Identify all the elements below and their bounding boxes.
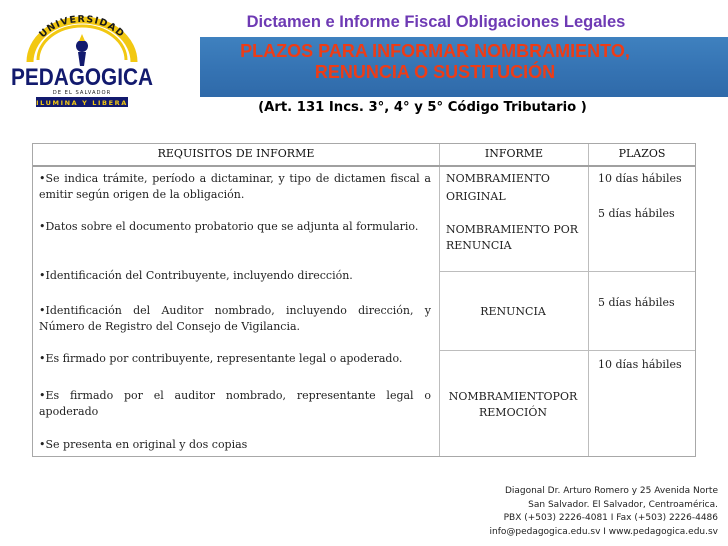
header-divider [33, 165, 695, 167]
logo-subtitle: DE EL SALVADOR [52, 90, 112, 96]
header-plazos: PLAZOS [618, 147, 666, 160]
legal-reference: (Art. 131 Incs. 3°, 4° y 5° Código Tributario ) [258, 100, 587, 115]
document-title: Dictamen e Informe Fiscal Obligaciones Legales [246, 13, 626, 31]
plazo-4: 10 días hábiles [598, 358, 682, 371]
footer-address: Diagonal Dr. Arturo Romero y 25 Avenida Norte [504, 486, 718, 496]
logo-wordmark: PEDAGOGICA [11, 64, 154, 91]
column-divider-2 [588, 144, 589, 456]
informe-nombramiento-renuncia: NOMBRAMIENTO POR RENUNCIA [446, 223, 579, 252]
banner-heading-line1: PLAZOS PARA INFORMAR NOMBRAMIENTO, [240, 41, 630, 61]
requisito-item-3: •Identificación del Contribuyente, incluyendo dirección. [39, 269, 353, 282]
header-requisitos: REQUISITOS DE INFORME [157, 147, 315, 160]
footer-contact: info@pedagogica.edu.sv I www.pedagogica.edu.sv [489, 526, 718, 537]
banner-heading-line2: RENUNCIA O SUSTITUCIÓN [314, 62, 556, 82]
header-informe: INFORME [484, 147, 544, 160]
informe-nombramiento-remocion: NOMBRAMIENTOPOR REMOCIÓN [448, 390, 578, 419]
requisito-item-1: •Se indica trámite, período a dictaminar, y tipo de dictamen fiscal a emitir según origen de la obligación. [39, 172, 431, 201]
footer-city: San Salvador. El Salvador, Centroamérica. [528, 499, 718, 510]
row-divider-2 [440, 350, 695, 351]
informe-original: ORIGINAL [446, 190, 506, 203]
university-logo [8, 10, 156, 110]
footer-phone: PBX (+503) 2226-4081 I Fax (+503) 2226-4486 [503, 513, 718, 523]
requisito-item-2: •Datos sobre el documento probatorio que se adjunta al formulario. [39, 220, 419, 233]
column-divider-1 [439, 144, 440, 456]
logo-arc-text: UNIVERSIDAD [37, 13, 127, 41]
banner-heading [200, 41, 670, 83]
plazo-2: 5 días hábiles [598, 207, 675, 220]
row-divider-1 [440, 271, 695, 272]
requisito-item-4: •Identificación del Auditor nombrado, incluyendo dirección, y Número de Registro del Consejo de Vigilancia. [39, 304, 431, 333]
informe-nombramiento: NOMBRAMIENTO [446, 172, 550, 185]
requisito-item-5: •Es firmado por contribuyente, representante legal o apoderado. [39, 352, 403, 365]
plazo-1: 10 días hábiles [598, 172, 682, 185]
requisito-item-6: •Es firmado por el auditor nombrado, representante legal o apoderado [39, 389, 431, 418]
logo-tagline: ILUMINA Y LIBERA [36, 99, 128, 107]
university-logo-graphic [8, 10, 156, 110]
plazo-3: 5 días hábiles [598, 296, 675, 309]
requisito-item-7: •Se presenta en original y dos copias [39, 438, 248, 451]
contact-footer [398, 485, 718, 539]
torch-icon [76, 34, 88, 66]
informe-renuncia: RENUNCIA [480, 305, 546, 318]
requirements-table [32, 143, 696, 457]
